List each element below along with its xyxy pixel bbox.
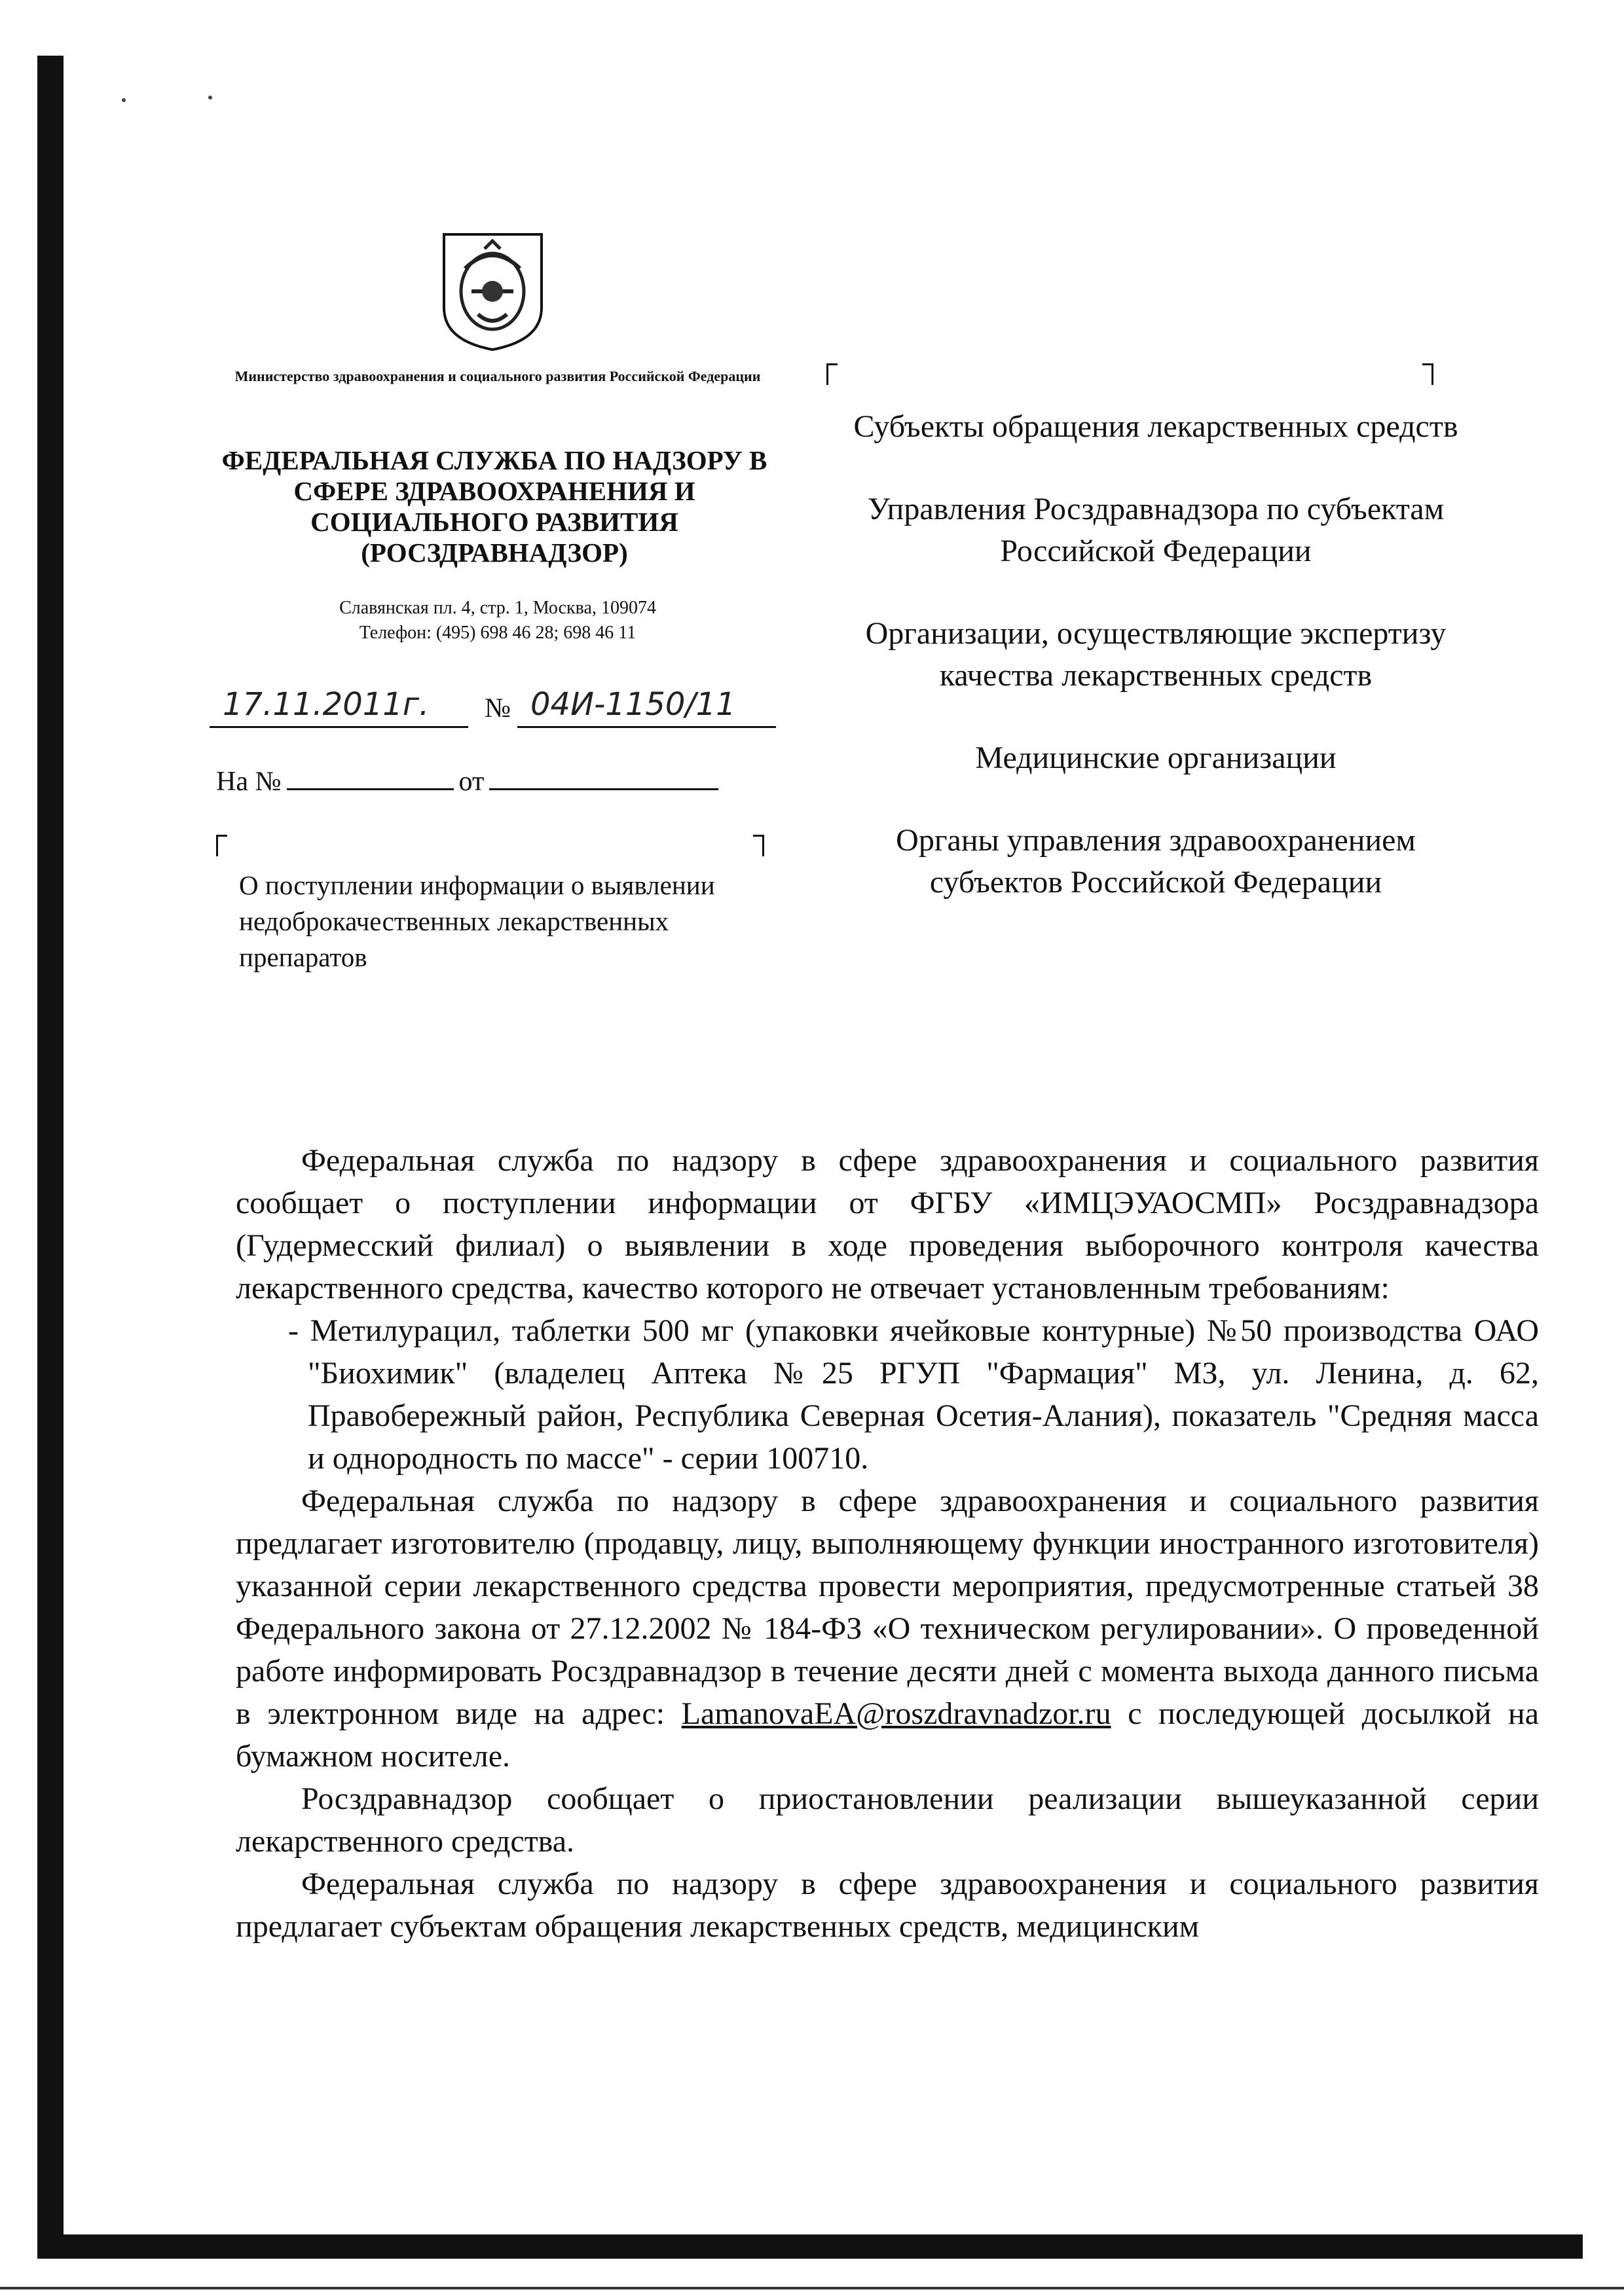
addressee-item: Управления Росздравнадзора по субъектам Российской Федерации <box>867 492 1445 568</box>
addressee-bracket-right <box>1422 363 1433 385</box>
registration-row <box>210 681 786 733</box>
addressee-item: Органы управления здравоохранением субъектов Российской Федерации <box>896 823 1416 900</box>
from-label: от <box>458 767 485 797</box>
addressee-item: Организации, осуществляющие экспертизу качества лекарственных средств <box>865 616 1447 693</box>
addressee-item: Медицинские организации <box>975 740 1337 775</box>
agency-address <box>223 596 773 646</box>
scan-line-bottom <box>0 2287 1624 2289</box>
coat-of-arms-emblem-icon <box>439 229 547 354</box>
body-paragraph <box>236 1480 1539 1777</box>
body-paragraph: Федеральная служба по надзору в сфере здравоохранения и социального развития сообщает о поступлении информации от ФГБУ «ИМЦЭУАОСМП» Росздравнадзора (Гудермесский филиал) о выявлении в ходе проведения выборочного контроля качества лекарственного средства, качество которого не отвечает установленным требованиям: <box>236 1143 1539 1305</box>
paragraph-text: с последующей досылкой на бумажном носителе. <box>236 1696 1539 1774</box>
ref-label: На № <box>216 767 282 797</box>
addressee-bracket-left <box>826 363 838 385</box>
letter-number: 04И-1150/11 <box>517 681 776 728</box>
letter-subject: О поступлении информации о выявлении недоброкачественных лекарственных препаратов <box>239 870 715 972</box>
number-label: № <box>485 693 511 723</box>
subject-bracket-right <box>753 835 764 856</box>
ref-date-blank <box>489 769 718 790</box>
body-paragraph: Росздравнадзор сообщает о приостановлении реализации вышеуказанной серии лекарственного средства. <box>236 1781 1539 1859</box>
scan-border-bottom <box>37 2234 1583 2259</box>
body-paragraph: Федеральная служба по надзору в сфере здравоохранения и социального развития предлагает субъектам обращения лекарственных средств, медицинским <box>236 1867 1539 1944</box>
email-link[interactable]: LamanovaEA@roszdravnadzor.ru <box>681 1696 1111 1731</box>
phone-line: Телефон: (495) 698 46 28; 698 46 11 <box>359 623 637 643</box>
address-line: Славянская пл. 4, стр. 1, Москва, 109074 <box>339 598 656 618</box>
scan-speck <box>208 96 212 100</box>
subject-bracket-left <box>216 835 227 856</box>
letter-body <box>236 1139 1539 1948</box>
ministry-name: Министерство здравоохранения и социального развития Российской Федерации <box>234 368 761 384</box>
scan-speck <box>122 98 126 102</box>
addressee-item: Субъекты обращения лекарственных средств <box>853 409 1458 444</box>
paragraph-text: Федеральная служба по надзору в сфере здравоохранения и социального развития предлагает изготовителю (продавцу, лицу, выполняющему функции иностранного изготовителя) указанной серии лекарственного средства провести мероприятия, предусмотренные статьей 38 Федерального закона от 27.12.2002 № 184-ФЗ «О техническом регулировании». О проведенной работе информировать Росздравнадзор в течение десяти дней с момента выхода данного письма в электронном виде на адрес: <box>236 1484 1539 1731</box>
agency-name: ФЕДЕРАЛЬНАЯ СЛУЖБА ПО НАДЗОРУ В СФЕРЕ ЗДРАВООХРАНЕНИЯ И СОЦИАЛЬНОГО РАЗВИТИЯ (РОСЗДРАВНАДЗОР) <box>221 445 767 568</box>
reference-row <box>216 766 718 797</box>
scan-border-left <box>37 56 64 2259</box>
body-list-item: - Метилурацил, таблетки 500 мг (упаковки ячейковые контурные) №50 производства ОАО "Биохимик" (владелец Аптека №25 РГУП "Фармация" МЗ, ул. Ленина, д. 62, Правобережный район, Республика Северная Осетия-Алания), показатель "Средняя масса и однородность по массе" - серии 100710. <box>288 1313 1539 1476</box>
letter-date: 17.11.2011г. <box>210 681 468 728</box>
ref-number-blank <box>287 769 454 790</box>
addressee-list <box>832 406 1480 944</box>
